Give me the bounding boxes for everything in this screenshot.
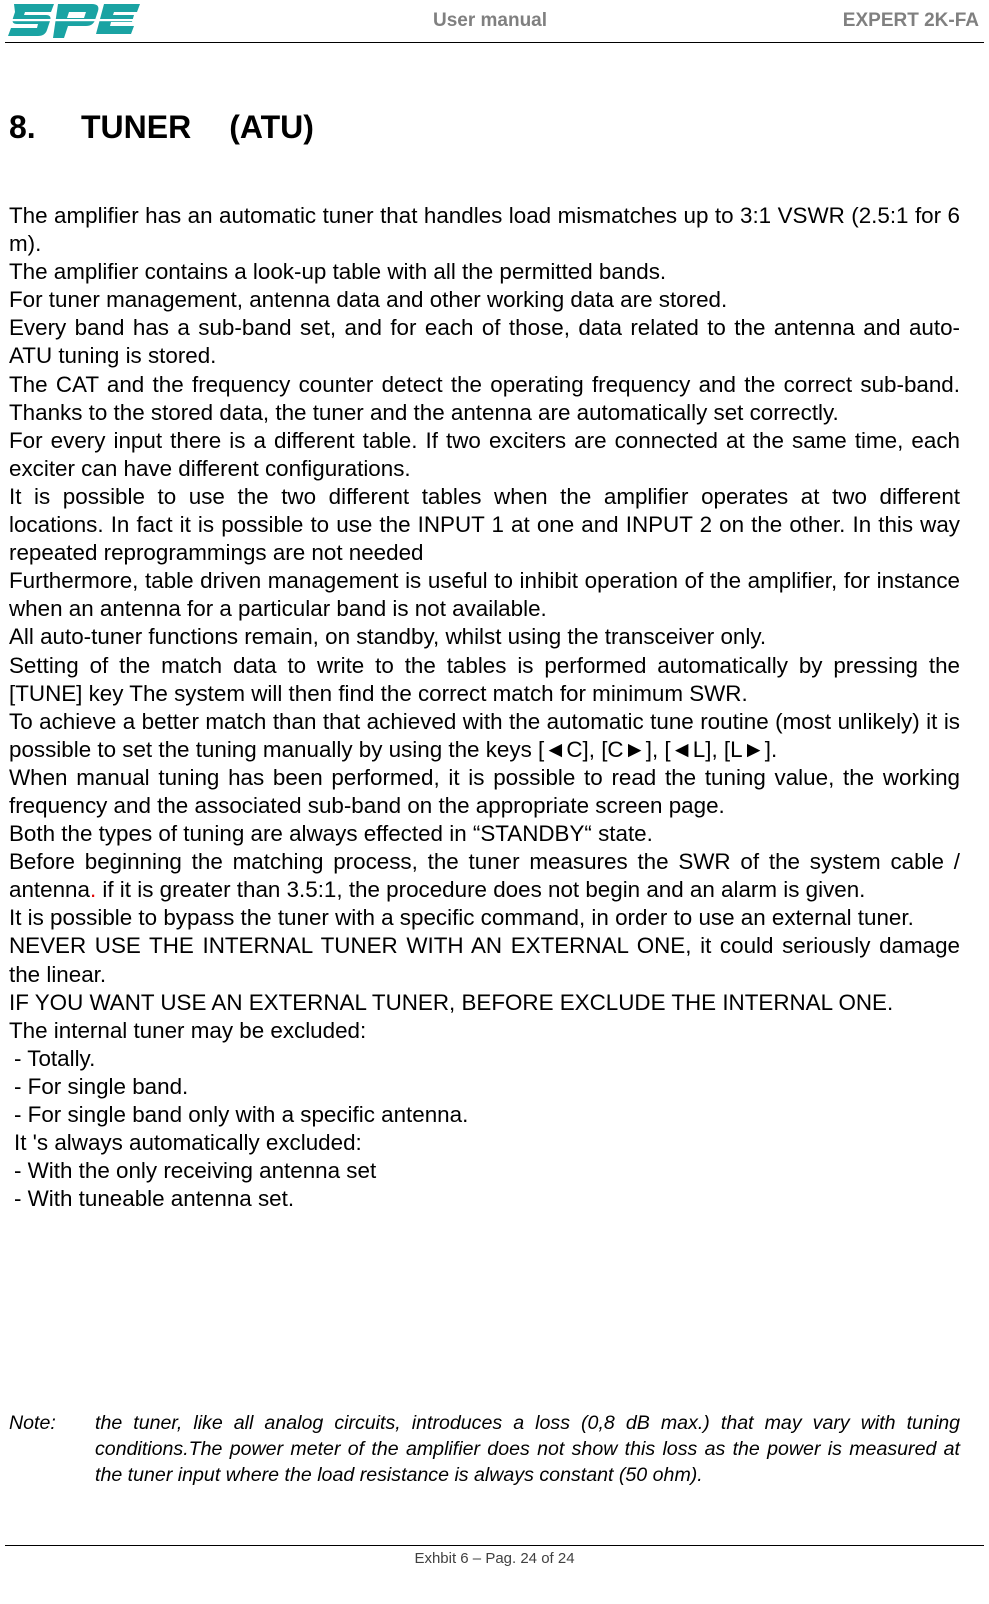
paragraph-vswr: The amplifier has an automatic tuner that handles load mismatches up to 3:1 VSWR (2.5:1 for 6 m). — [9, 203, 960, 257]
section-name: TUNER — [81, 109, 192, 145]
list-item: - For single band only with a specific antenna. — [14, 1102, 469, 1127]
paragraph-excluded-intro: The internal tuner may be excluded: — [9, 1017, 367, 1043]
list-item: - With tuneable antenna set. — [14, 1186, 295, 1212]
paragraph-lookup-table: The amplifier contains a look-up table with all the permitted bands. — [9, 259, 667, 285]
paragraph-warning-exclude: IF YOU WANT USE AN EXTERNAL TUNER, BEFORE EXCLUDE THE INTERNAL ONE. — [9, 989, 894, 1015]
page-header — [0, 0, 989, 44]
section-number: 8. — [9, 109, 36, 145]
paragraph-sub-band: Every band has a sub-band set, and for each of those, data related to the antenna and auto-ATU tuning is stored. — [9, 315, 960, 369]
spe-logo — [8, 0, 140, 40]
paragraph-warning-never: NEVER USE THE INTERNAL TUNER WITH AN EXTERNAL ONE, it could seriously damage the linear. — [9, 933, 960, 987]
note-label: Note: — [9, 1412, 56, 1434]
paragraph-tune-key: Setting of the match data to write to the tables is performed automatically by pressing the [TUNE] key The system will then find the correct match for minimum SWR. — [9, 652, 960, 706]
note-text: the tuner, like all analog circuits, introduces a loss (0,8 dB max.) that may vary with tuning conditions.The power meter of the amplifier does not show this loss as the power is measured at the tuner input where the load resistance is always constant (50 ohm). — [95, 1412, 960, 1486]
paragraph-standby-state: Both the types of tuning are always effected in “STANDBY“ state. — [9, 821, 653, 847]
paragraph-two-locations: It is possible to use the two different tables when the amplifier operates at two different locations. In fact it is possible to use the INPUT 1 at one and INPUT 2 on the other. In this way repeated reprogrammings are not needed — [9, 483, 960, 566]
section-heading — [9, 109, 314, 146]
paragraph-input-table: For every input there is a different table. If two exciters are connected at the same time, each exciter can have different configurations. — [9, 427, 960, 481]
list-item: - Totally. — [14, 1045, 96, 1071]
paragraph-manual-tuning: To achieve a better match than that achieved with the automatic tune routine (most unlikely) it is possible to set the tuning manually by using the keys [◄C], [C►], [◄L], [L►]. — [9, 708, 960, 762]
paragraph-read-tuning: When manual tuning has been performed, it is possible to read the tuning value, the working frequency and the associated sub-band on the appropriate screen page. — [9, 764, 960, 818]
section-suffix: (ATU) — [229, 109, 314, 145]
footer-divider — [5, 1545, 984, 1546]
header-divider — [5, 42, 984, 43]
page-footer: Exhbit 6 – Pag. 24 of 24 — [414, 1550, 575, 1567]
paragraph-tuner-management: For tuner management, antenna data and other working data are stored. — [9, 287, 728, 313]
paragraph-cat-counter: The CAT and the frequency counter detect the operating frequency and the correct sub-band. Thanks to the stored data, the tuner and the antenna are automatically set correctly. — [9, 371, 960, 425]
swr-check-red-dot: . — [89, 877, 97, 903]
paragraph-auto-excluded: It 's always automatically excluded: — [14, 1130, 362, 1156]
paragraph-table-driven: Furthermore, table driven management is useful to inhibit operation of the amplifier, for instance when an antenna for a particular band is not available. — [9, 568, 960, 622]
list-item: - For single band. — [14, 1073, 189, 1099]
header-model-title: EXPERT 2K-FA — [842, 10, 979, 31]
header-manual-title: User manual — [432, 10, 548, 31]
swr-check-text-b: if it is greater than 3.5:1, the procedure does not begin and an alarm is given. — [96, 877, 866, 903]
paragraph-standby: All auto-tuner functions remain, on standby, whilst using the transceiver only. — [9, 624, 767, 650]
paragraph-bypass: It is possible to bypass the tuner with a specific command, in order to use an external tuner. — [9, 905, 914, 931]
body-text — [9, 202, 960, 1213]
swr-check-text-a: Before beginning the matching process, the tuner measures the SWR of the system cable / antenna — [9, 849, 960, 903]
paragraph-swr-check — [9, 848, 960, 904]
list-item: - With the only receiving antenna set — [14, 1158, 377, 1184]
